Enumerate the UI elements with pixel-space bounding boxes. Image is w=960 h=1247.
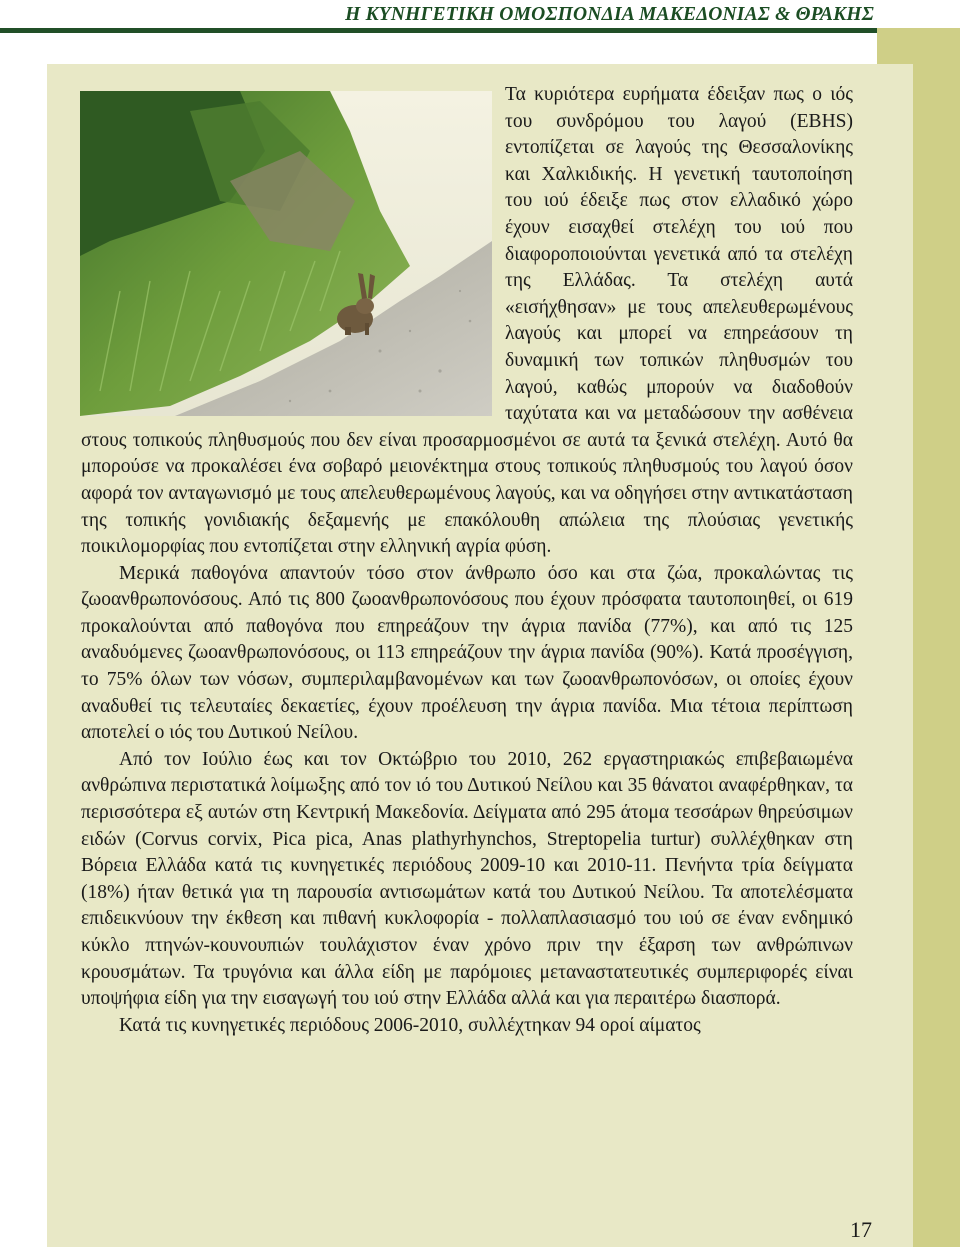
- page-header: [0, 0, 960, 30]
- page-number: 17: [850, 1217, 872, 1242]
- header-title: Η ΚΥΝΗΓΕΤΙΚΗ ΟΜΟΣΠΟΝΔΙΑ ΜΑΚΕΔΟΝΙΑΣ & ΘΡΑΚΗΣ: [345, 4, 874, 25]
- paragraph-2: Μερικά παθογόνα απαντούν τόσο στον άνθρωπο όσο και στα ζώα, προκαλώντας τις ζωοανθρωπονόσους. Από τις 800 ζωοανθρωπονόσους που έχουν πρόσφατα ταυτοποιηθεί, οι 619 προκαλούνται από παθογόνα που επηρεάζουν την άγρια πανίδα (77%), και από τις 125 αναδυόμενες ζωοανθρωπονόσους, οι 113 επηρεάζουν την άγρια πανίδα (90%). Κατά προσέγγιση, το 75% όλων των νόσων, συμπεριλαμβανομένων και των ζωοανθρωπονόσων, οι οποίες έχουν αναδυθεί τις τελευταίες δεκαετίες, έχουν προέλευση την άγρια πανίδα. Μια τέτοια περίπτωση αποτελεί ο ιός του Δυτικού Νείλου.: [81, 562, 853, 744]
- article-text: [81, 82, 853, 1039]
- paragraph-3: Από τον Ιούλιο έως και τον Οκτώβριο του 2010, 262 εργαστηριακώς επιβεβαιωμένα ανθρώπινα περιστατικά λοίμωξης από τον ιό του Δυτικού Νείλου και 35 θάνατοι αναφέρθηκαν, τα περισσότερα εξ αυτών στη Κεντρική Μακεδονία. Δείγματα από 295 άτομα τεσσάρων θηρεύσιμων ειδών (Corvus corvix, Pica pica, Anas plathyrhynchos, Streptopelia turtur) συλλέχθηκαν στη Βόρεια Ελλάδα κατά τις κυνηγετικές περιόδους 2009-10 και 2010-11. Πενήντα τρία δείγματα (18%) ήταν θετικά για τη παρουσία αντισωμάτων κατά του Δυτικού Νείλου. Τα αποτελέσματα επιδεικνύουν την έκθεση και πιθανή κυκλοφορία - πολλαπλασιασμό του ιού σε έναν ενδημικό κύκλο πτηνών-κουνουπιών τουλάχιστον έναν χρόνο πριν την έξαρση των ανθρώπινων κρουσμάτων. Τα τρυγόνια και άλλα είδη με παρόμοιες μεταναστατευτικές συμπεριφορές είναι υποψήφια είδη για την εισαγωγή του ιού στην Ελλάδα αλλά και για περαιτέρω διασπορά.: [81, 748, 853, 1010]
- paragraph-1: Τα κυριότερα ευρήματα έδειξαν πως ο ιός του συνδρόμου του λαγού (EBHS) εντοπίζεται σε λαγούς της Θεσσαλονίκης και Χαλκιδικής. Η γενετική ταυτοποίηση του ιού έδειξε πως στον ελλαδικό χώρο έχουν εισαχθεί στελέχη του ιού που διαφοροποιούνται γενετικά από τα στελέχη της Ελλάδας. Τα στελέχη αυτά «εισήχθησαν» με τους απελευθερωμένους λαγούς και μπορεί να επηρεάσουν τη δυναμική των τοπικών πληθυσμών του λαγού, καθώς μπορούν να διαδοθούν ταχύτατα και να μεταδώσουν την ασθένεια στους τοπικούς πληθυσμούς που δεν είναι προσαρμοσμένοι σε αυτά τα ξενικά στελέχη. Αυτό θα μπορούσε να προκαλέσει ένα σοβαρό μειονέκτημα στους τοπικούς πληθυσμούς του λαγού όσον αφορά τον ανταγωνισμό με τους απελευθερωμένους λαγούς, και να οδηγήσει στην αντικατάσταση της τοπικής γονιδιακής δεξαμενής με επακόλουθη απώλεια της πλούσιας γενετικής ποικιλομορφίας που εντοπίζεται στην ελληνική αγρία φύση.: [81, 84, 853, 558]
- header-rule: [0, 28, 960, 33]
- paragraph-4: Κατά τις κυνηγετικές περιόδους 2006-2010, συλλέχτηκαν 94 οροί αίματος: [119, 1014, 701, 1036]
- photo-text-wrap-spacer: [81, 82, 495, 414]
